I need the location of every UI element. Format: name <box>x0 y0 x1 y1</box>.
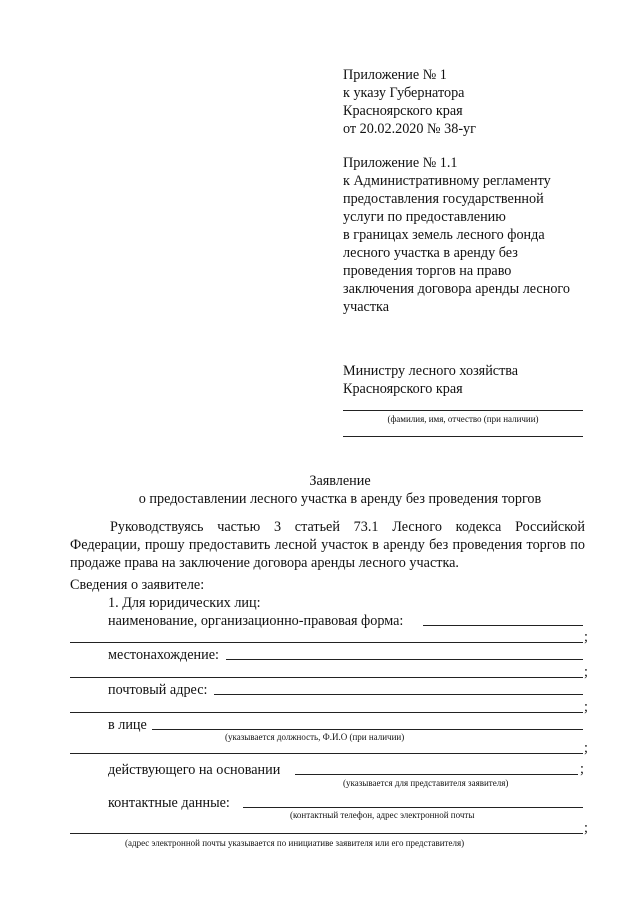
semicolon: ; <box>580 761 584 777</box>
appendix-1-1-line: заключения договора аренды лесного <box>343 281 570 297</box>
statement-body: Руководствуясь частью 3 статьей 73.1 Лесного кодекса Российской Федерации, прошу предоставить лесной участок в аренду без проведения торгов по продаже права на заключение договора аренды лесного участка. <box>70 519 585 571</box>
applicant-name-line-2[interactable] <box>343 436 583 437</box>
addressee-line: Красноярского края <box>343 381 463 397</box>
legal-entities-heading: 1. Для юридических лиц: <box>108 595 261 611</box>
location-label: местонахождение: <box>108 647 219 663</box>
email-note-caption: (адрес электронной почты указывается по инициативе заявителя или его представителя) <box>125 838 465 848</box>
contact-data-field-2[interactable] <box>70 833 583 834</box>
represented-by-field[interactable] <box>152 729 583 730</box>
appendix-1-line: Приложение № 1 <box>343 67 447 83</box>
acting-basis-field[interactable] <box>295 774 578 775</box>
location-field-2[interactable] <box>70 677 583 678</box>
semicolon: ; <box>584 629 588 645</box>
acting-basis-caption: (указывается для представителя заявителя) <box>343 778 509 788</box>
appendix-1-line: к указу Губернатора <box>343 85 465 101</box>
location-field[interactable] <box>226 659 583 660</box>
applicant-name-caption: (фамилия, имя, отчество (при наличии) <box>387 414 539 424</box>
appendix-1-1-line: участка <box>343 299 389 315</box>
org-name-label: наименование, организационно-правовая форма: <box>108 613 404 629</box>
appendix-1-1-line: предоставления государственной <box>343 191 544 207</box>
addressee-line: Министру лесного хозяйства <box>343 363 519 379</box>
appendix-1-1-line: Приложение № 1.1 <box>343 155 458 171</box>
semicolon: ; <box>584 664 588 680</box>
postal-address-label: почтовый адрес: <box>108 682 208 698</box>
semicolon: ; <box>584 740 588 756</box>
postal-address-field-2[interactable] <box>70 712 583 713</box>
applicant-info-heading: Сведения о заявителе: <box>70 577 205 593</box>
represented-by-label: в лице <box>108 717 147 733</box>
appendix-1-1-line: к Административному регламенту <box>343 173 551 189</box>
contact-data-label: контактные данные: <box>108 795 230 811</box>
acting-basis-label: действующего на основании <box>108 762 281 778</box>
appendix-1-1-line: лесного участка в аренду без <box>343 245 518 261</box>
postal-address-field[interactable] <box>214 694 583 695</box>
contact-data-caption: (контактный телефон, адрес электронной почты <box>290 810 475 820</box>
org-name-field[interactable] <box>423 625 583 626</box>
semicolon: ; <box>584 820 588 836</box>
applicant-name-line[interactable] <box>343 410 583 411</box>
represented-by-caption: (указывается должность, Ф.И.О (при наличии) <box>225 732 405 742</box>
semicolon: ; <box>584 699 588 715</box>
appendix-1-1-line: проведения торгов на право <box>343 263 512 279</box>
appendix-1-line: Красноярского края <box>343 103 463 119</box>
appendix-1-1-line: услуги по предоставлению <box>343 209 506 225</box>
statement-title: Заявление <box>309 473 371 489</box>
represented-by-field-2[interactable] <box>70 753 583 754</box>
statement-subtitle: о предоставлении лесного участка в аренду без проведения торгов <box>138 491 542 507</box>
contact-data-field[interactable] <box>243 807 583 808</box>
appendix-1-1-line: в границах земель лесного фонда <box>343 227 545 243</box>
org-name-field-2[interactable] <box>70 642 583 643</box>
appendix-1-line: от 20.02.2020 № 38-уг <box>343 121 476 137</box>
